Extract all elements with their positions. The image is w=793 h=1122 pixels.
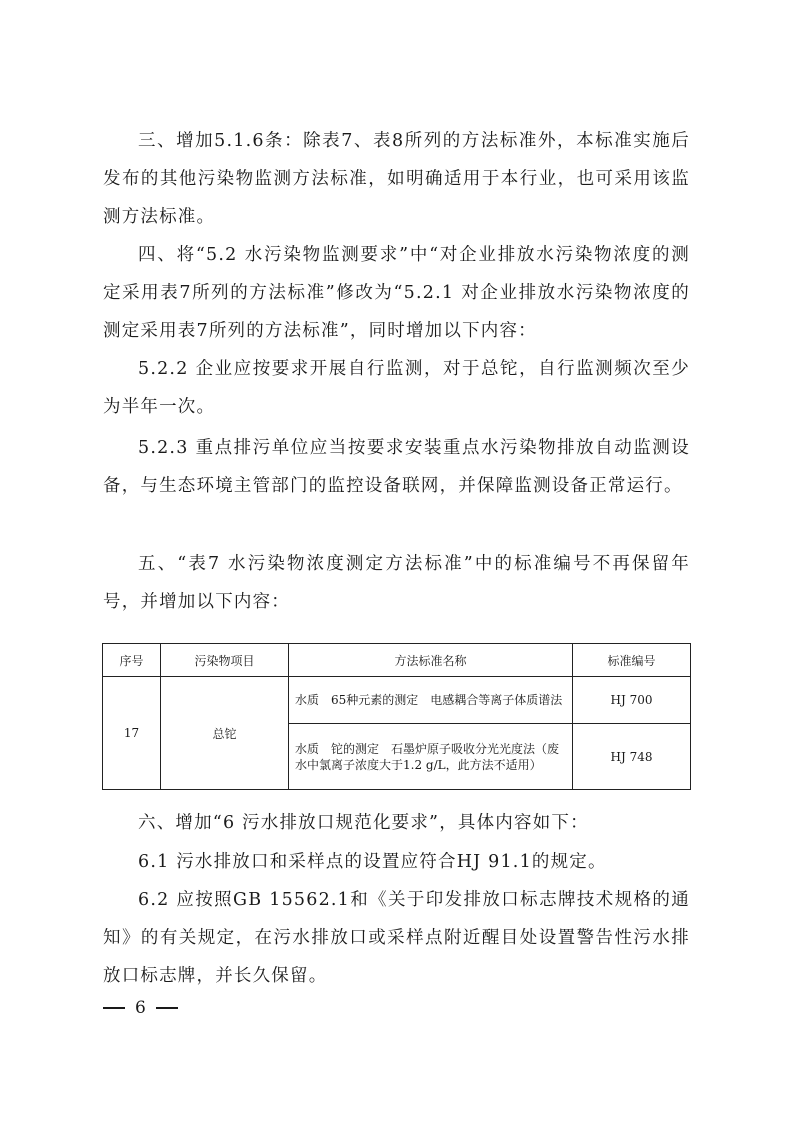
paragraph-6: 六、增加“6 污水排放口规范化要求”，具体内容如下： bbox=[138, 813, 589, 833]
table-header-row bbox=[103, 644, 691, 677]
dash-right bbox=[156, 1007, 178, 1009]
cell-method: 水质 65种元素的测定 电感耦合等离子体质谱法 bbox=[289, 677, 573, 724]
paragraph-5-2-2: 5.2.2 企业应按要求开展自行监测，对于总铊，自行监测频次至少为半年一次。 bbox=[103, 359, 690, 417]
cell-code: HJ 748 bbox=[573, 724, 691, 790]
header-code: 标准编号 bbox=[573, 644, 691, 677]
page-number bbox=[103, 995, 183, 1021]
header-method: 方法标准名称 bbox=[289, 644, 573, 677]
cell-method: 水质 铊的测定 石墨炉原子吸收分光光度法（废水中氯离子浓度大于1.2 g/L，此方法不适用） bbox=[289, 724, 573, 790]
cell-serial: 17 bbox=[103, 677, 161, 790]
header-pollutant: 污染物项目 bbox=[161, 644, 289, 677]
paragraph-5: 五、“表7 水污染物浓度测定方法标准”中的标准编号不再保留年号，并增加以下内容： bbox=[103, 554, 690, 612]
cell-pollutant: 总铊 bbox=[161, 677, 289, 790]
paragraph-4: 四、将“5.2 水污染物监测要求”中“对企业排放水污染物浓度的测定采用表7所列的方法标准”修改为“5.2.1 对企业排放水污染物浓度的测定采用表7所列的方法标准”，同时增加以下内容： bbox=[103, 245, 690, 341]
table-row bbox=[103, 677, 691, 724]
method-standard-table bbox=[102, 643, 691, 790]
cell-code: HJ 700 bbox=[573, 677, 691, 724]
paragraph-6-2: 6.2 应按照GB 15562.1和《关于印发排放口标志牌技术规格的通知》的有关规定，在污水排放口或采样点附近醒目处设置警告性污水排放口标志牌，并长久保留。 bbox=[103, 890, 690, 986]
paragraph-3: 三、增加5.1.6条：除表7、表8所列的方法标准外，本标准实施后发布的其他污染物监测方法标准，如明确适用于本行业，也可采用该监测方法标准。 bbox=[103, 131, 690, 227]
paragraph-6-1: 6.1 污水排放口和采样点的设置应符合HJ 91.1的规定。 bbox=[138, 852, 607, 872]
dash-left bbox=[103, 1007, 125, 1009]
paragraph-5-2-3: 5.2.3 重点排污单位应当按要求安装重点水污染物排放自动监测设备，与生态环境主管部门的监控设备联网，并保障监测设备正常运行。 bbox=[103, 438, 690, 496]
page-number-value: 6 bbox=[135, 998, 146, 1018]
header-serial: 序号 bbox=[103, 644, 161, 677]
